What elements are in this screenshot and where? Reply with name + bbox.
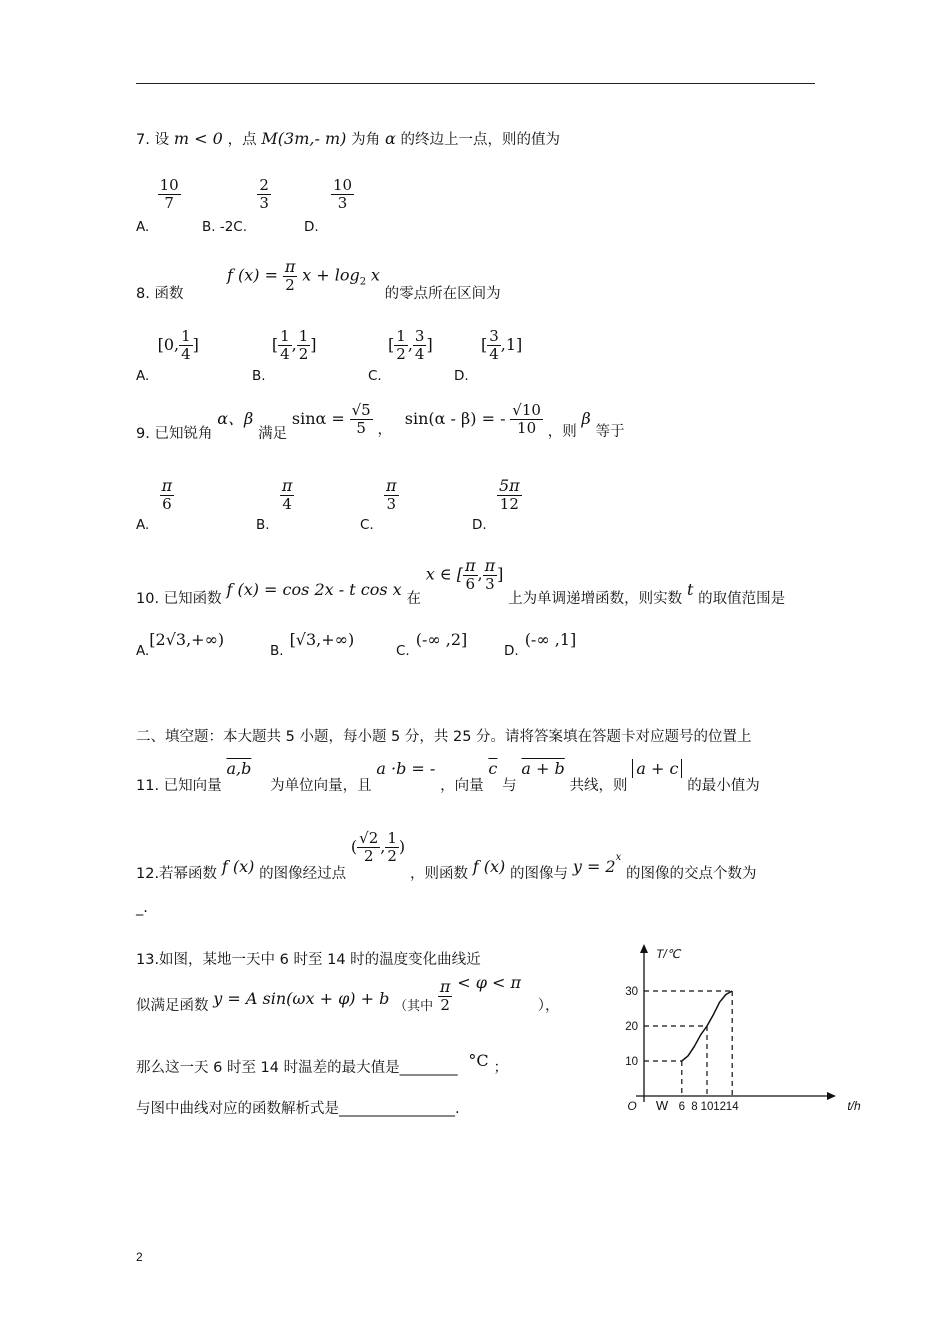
q11-dot: a ·b = - xyxy=(376,759,436,778)
q9-angles: α、β xyxy=(217,408,254,428)
q7-text: 的终边上一点，则的值为 xyxy=(400,132,561,148)
frac-num: √10 xyxy=(512,401,541,419)
option-value: (-∞ ,2] xyxy=(415,630,468,649)
frac-den: 3 xyxy=(485,575,495,594)
frac-den: 4 xyxy=(282,495,292,514)
frac-num: 1 xyxy=(181,327,191,345)
frac-den: 3 xyxy=(259,194,269,213)
q9-sin1: sinα = xyxy=(291,408,345,428)
q13-text: 似满足函数 xyxy=(136,998,209,1015)
y-tick-label: 30 xyxy=(625,986,638,998)
frac-num: π xyxy=(284,257,296,276)
frac-num: π xyxy=(386,476,397,495)
x-axis-label: t/h xyxy=(847,1099,861,1113)
option-label: A. xyxy=(136,367,150,384)
q10-option-a xyxy=(136,630,225,659)
q10-t: t xyxy=(686,580,694,600)
option-label: C. xyxy=(396,643,410,659)
q13-semi: ； xyxy=(493,1060,508,1076)
interval-close: ] xyxy=(426,334,433,354)
q12-exponent: x xyxy=(615,851,622,863)
frac-den: 4 xyxy=(181,345,191,364)
question-8 xyxy=(136,257,501,303)
frac-num: 3 xyxy=(414,327,425,345)
frac-num: √2 xyxy=(359,829,379,847)
frac-num: 3 xyxy=(489,327,499,345)
q9-option-a xyxy=(136,476,174,534)
q12-number: 12.若幂函数 xyxy=(136,865,218,882)
chart-svg xyxy=(610,938,861,1118)
q11-text: 与 xyxy=(502,778,517,794)
q10-option-b xyxy=(270,630,355,659)
y-axis-arrow xyxy=(640,944,648,953)
frac-den: 3 xyxy=(386,495,397,514)
q7-alpha: α xyxy=(384,129,396,148)
interval-open: [ xyxy=(388,334,395,354)
question-9 xyxy=(136,401,625,442)
q11-text: ，向量 xyxy=(440,778,484,794)
interval-close: ,1] xyxy=(500,334,523,354)
frac-den: 2 xyxy=(440,996,450,1015)
q13-text: ）， xyxy=(537,998,560,1015)
frac-num: π xyxy=(281,476,293,495)
frac-num: π xyxy=(439,977,451,996)
y-axis-label: T/℃ xyxy=(656,947,681,961)
frac-den: 2 xyxy=(363,847,374,866)
q11-c: $\overline{c}$ xyxy=(488,759,498,778)
q11-number: 11. 已知向量 xyxy=(136,778,222,794)
q7-option-bc xyxy=(202,176,271,235)
header-rule xyxy=(136,83,815,84)
q10-text: 上为单调递增函数，则实数 xyxy=(508,591,683,608)
question-11 xyxy=(136,758,760,794)
option-label: A. xyxy=(136,218,150,235)
q8-x: x xyxy=(370,265,380,285)
q8-option-a xyxy=(136,327,199,384)
q9-sin2: sin(α - β) = - xyxy=(404,408,506,428)
q10-func: f (x) = cos 2x - t cos x xyxy=(226,580,402,600)
q7-number: 7. xyxy=(136,132,150,148)
q9-text: 满足 xyxy=(258,425,288,442)
frac-den: 12 xyxy=(499,495,519,514)
q10-bracket: ] xyxy=(497,564,504,584)
q9-text: 等于 xyxy=(595,423,625,440)
frac-num: 5π xyxy=(498,476,520,495)
q8-func-rest: x + log xyxy=(302,265,360,285)
frac-den: 4 xyxy=(280,345,290,364)
option-label: D. xyxy=(504,643,519,659)
frac-den: 5 xyxy=(356,419,366,438)
option-label: B. xyxy=(256,517,270,534)
q13-text: 那么这一天 6 时至 14 时温差的最大值是________ xyxy=(136,1060,458,1076)
frac-den: 2 xyxy=(396,345,406,364)
q13-unit: °C xyxy=(468,1051,489,1070)
q12-text: 的图像的交点个数为 xyxy=(626,865,757,882)
q12-text: 的图像经过点 xyxy=(259,865,347,882)
frac-den: 4 xyxy=(414,345,425,364)
x-tick-label: 6 xyxy=(678,1101,686,1113)
temperature-chart xyxy=(610,938,861,1122)
q9-option-b xyxy=(256,476,294,534)
question-7 xyxy=(136,128,560,149)
option-label: A. xyxy=(136,643,150,659)
question-10: 10. 已知函数 f (x) = cos 2x - t cos x 在 x ∈ [ $\frac{\pi}{6}$ , $\frac{\pi}{3}$ ] 上为单调递增函数，则实数 t 的取值范围是 xyxy=(136,556,786,608)
frac-num: π xyxy=(465,556,476,575)
q11-vectors: a,b xyxy=(226,759,252,778)
q9-option-d xyxy=(472,476,522,534)
frac-num: √5 xyxy=(351,401,371,419)
q9-beta: β xyxy=(581,408,591,428)
frac-num: 1 xyxy=(298,327,309,345)
q8-option-b: B. [ $\frac{1}{4}$ , $\frac{1}{2}$ ] xyxy=(252,327,317,384)
q12-exp-func: y = 2 xyxy=(572,856,616,876)
q10-option-c xyxy=(396,630,468,659)
q12-func2: f (x) xyxy=(472,856,506,876)
frac-den: 2 xyxy=(387,847,397,866)
option-label: B. xyxy=(252,367,266,384)
q10-text: 在 xyxy=(406,591,421,608)
q8-number: 8. 函数 xyxy=(136,286,184,303)
q13-line2 xyxy=(136,973,560,1015)
frac-num: 1 xyxy=(396,327,406,345)
frac-num: 2 xyxy=(259,176,269,194)
frac-num: 10 xyxy=(332,176,353,194)
frac-den: 2 xyxy=(298,345,309,364)
interval-open: [0, xyxy=(157,334,180,354)
q11-abs-expr: a + c xyxy=(632,759,682,778)
q8-tail: 的零点所在区间为 xyxy=(384,286,501,303)
option-label: C. xyxy=(368,367,382,384)
option-label: B. xyxy=(270,643,284,659)
q8-func: f (x) = xyxy=(227,265,279,285)
q9-text: ，则 xyxy=(547,423,577,440)
q13-func: y = A sin(ωx + φ) + b xyxy=(213,989,390,1009)
option-label: D. xyxy=(454,367,469,384)
x-axis-arrow xyxy=(827,1092,836,1100)
page-number: 2 xyxy=(136,1250,143,1264)
option-label: D. xyxy=(304,218,319,235)
q13-line1: 13.如图，某地一天中 6 时至 14 时的温度变化曲线近 xyxy=(136,952,481,968)
option-value: [√3,+∞) xyxy=(289,630,355,649)
q10-text: 的取值范围是 xyxy=(698,591,786,608)
option-label: D. xyxy=(472,517,487,534)
frac-den: 6 xyxy=(465,575,476,594)
option-value: (-∞ ,1] xyxy=(524,630,577,649)
q10-number: 10. 已知函数 xyxy=(136,591,222,608)
frac-den: 2 xyxy=(285,276,295,295)
interval-open: [ xyxy=(271,334,279,354)
x-tick-label: 10 xyxy=(700,1101,714,1113)
option-value: [2√3,+∞) xyxy=(149,630,225,649)
q12-blank: _. xyxy=(136,900,148,916)
q9-comma: ， xyxy=(377,421,392,438)
q7-text: 为角 xyxy=(351,132,381,148)
q13-text: （其中 xyxy=(394,999,434,1015)
y-tick-label: 20 xyxy=(625,1021,638,1033)
origin-label: O xyxy=(627,1099,637,1113)
frac-num: π xyxy=(161,476,173,495)
q8-option-d xyxy=(454,327,523,384)
frac-den: 7 xyxy=(164,194,174,213)
w-label: W xyxy=(655,1098,669,1113)
frac-num: 10 xyxy=(159,176,179,194)
q9-number: 9. 已知锐角 xyxy=(136,425,213,442)
q11-text: 共线，则 xyxy=(569,778,628,794)
q13-line3 xyxy=(136,1050,508,1076)
interval-open: [ xyxy=(480,334,488,354)
x-tick-label: 12 xyxy=(713,1101,726,1113)
frac-den: 4 xyxy=(489,345,499,364)
interval-close: ] xyxy=(192,334,199,354)
q7-text: ，点 xyxy=(227,132,257,148)
q7-point: M(3m,- m) xyxy=(261,129,347,148)
interval-close: ] xyxy=(310,334,317,354)
y-tick-label: 10 xyxy=(625,1056,638,1068)
q7-option-d xyxy=(304,176,354,235)
option-label: B. -2C. xyxy=(202,218,248,235)
q13-line4: 与图中曲线对应的函数解析式是________________. xyxy=(136,1101,460,1117)
q7-text: 设 xyxy=(154,132,170,148)
q13-cond: < φ < π xyxy=(457,973,521,993)
q7-option-a xyxy=(136,176,181,235)
frac-num: 1 xyxy=(387,829,397,847)
frac-den: 10 xyxy=(517,419,537,438)
section-2-heading: 二、填空题：本大题共 5 小题，每小题 5 分，共 25 分。请将答案填在答题卡对应题号的位置上 xyxy=(136,729,752,745)
q10-option-d xyxy=(504,630,577,659)
q11-a-plus-b: a + b xyxy=(521,759,565,778)
x-tick-label: 8 xyxy=(691,1101,698,1113)
q12-text: ，则函数 xyxy=(409,865,468,882)
frac-num: π xyxy=(484,556,496,575)
q12-func: f (x) xyxy=(221,856,255,876)
q11-text: 的最小值为 xyxy=(687,778,760,794)
option-label: A. xyxy=(136,517,150,534)
option-label: C. xyxy=(360,517,374,534)
q10-domain: x ∈ [ xyxy=(425,564,463,584)
question-12: 12.若幂函数 f (x) 的图像经过点 ( $\frac{√2}{2}$ , $\frac{1}{2}$ ) ，则函数 f (x) 的图像与 $y = 2^x$ 的图像的交点个数为 xyxy=(136,829,757,882)
x-tick-label: 14 xyxy=(725,1101,739,1113)
q9-option-c xyxy=(360,476,399,534)
q12-text: 的图像与 xyxy=(510,865,569,882)
q11-text: 为单位向量，且 xyxy=(270,778,372,794)
frac-num: 1 xyxy=(280,327,290,345)
q7-condition: m < 0 xyxy=(173,129,223,148)
frac-den: 6 xyxy=(162,495,172,514)
q8-option-c: C. [ $\frac{1}{2}$ , $\frac{3}{4}$ ] xyxy=(368,327,433,384)
q8-log-base: 2 xyxy=(359,276,367,288)
frac-den: 3 xyxy=(337,194,348,213)
